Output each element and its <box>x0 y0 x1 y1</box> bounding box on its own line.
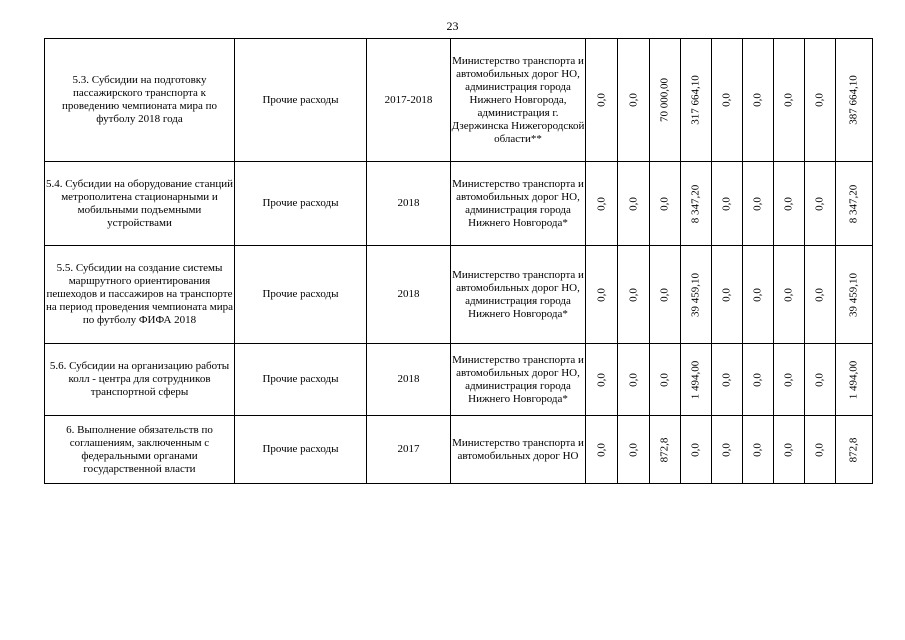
value-text: 0,0 <box>751 442 764 457</box>
value-text: 8 347,20 <box>847 184 860 223</box>
period-cell: 2018 <box>367 162 451 246</box>
value-text: 70 000,00 <box>658 78 671 122</box>
value-cell <box>774 344 805 416</box>
value-text: 0,0 <box>720 196 733 211</box>
value-cell <box>743 162 774 246</box>
page-number: 23 <box>446 19 459 33</box>
value-text: 0,0 <box>720 372 733 387</box>
period-cell: 2018 <box>367 344 451 416</box>
value-text: 0,0 <box>720 287 733 302</box>
executor-cell: Министерство транспорта и автомобильных дорог НО, администрация города Нижнего Новгорода* <box>451 246 586 344</box>
value-text: 0,0 <box>595 372 607 387</box>
value-text: 0,0 <box>813 372 826 387</box>
executor-cell: Министерство транспорта и автомобильных дорог НО, администрация города Нижнего Новгорода* <box>451 162 586 246</box>
table-row <box>45 162 873 246</box>
table-row <box>45 246 873 344</box>
value-text: 0,0 <box>751 93 764 107</box>
value-cell <box>743 39 774 162</box>
value-cell <box>712 416 743 484</box>
value-cell <box>618 246 650 344</box>
row-name-cell: 5.4. Субсидии на оборудование станций метрополитена стационарными и мобильными подъемными устройствами <box>45 162 235 246</box>
period-cell: 2018 <box>367 246 451 344</box>
expense-type-cell: Прочие расходы <box>235 416 367 484</box>
table-row <box>45 416 873 484</box>
value-cell <box>618 39 650 162</box>
value-cell <box>805 344 836 416</box>
value-text: 0,0 <box>658 372 671 387</box>
row-name-cell: 6. Выполнение обязательств по соглашениям, заключенным с федеральными органами государственной власти <box>45 416 235 484</box>
value-cell <box>586 39 618 162</box>
value-cell <box>586 162 618 246</box>
value-text: 0,0 <box>627 372 639 387</box>
value-cell <box>774 39 805 162</box>
value-cell <box>712 39 743 162</box>
expense-type-cell: Прочие расходы <box>235 246 367 344</box>
value-cell <box>774 416 805 484</box>
table-row <box>45 39 873 162</box>
value-cell <box>836 162 873 246</box>
value-cell <box>805 39 836 162</box>
value-text: 387 664,10 <box>847 75 860 125</box>
executor-cell: Министерство транспорта и автомобильных дорог НО, администрация города Нижнего Новгорода, администрация г. Дзержинска Нижегородской области** <box>451 39 586 162</box>
value-text: 0,0 <box>595 287 607 302</box>
value-cell <box>836 39 873 162</box>
value-text: 0,0 <box>720 442 733 457</box>
value-text: 0,0 <box>751 287 764 302</box>
value-text: 1 494,00 <box>689 360 702 399</box>
value-cell <box>712 162 743 246</box>
value-text: 0,0 <box>813 287 826 302</box>
value-text: 39 459,10 <box>689 272 702 317</box>
value-text: 0,0 <box>627 196 639 211</box>
table-row <box>45 344 873 416</box>
value-text: 1 494,00 <box>847 360 860 399</box>
value-cell <box>586 344 618 416</box>
value-text: 0,0 <box>595 196 607 211</box>
value-text: 0,0 <box>751 196 764 211</box>
row-name-cell: 5.5. Субсидии на создание системы маршрутного ориентирования пешеходов и пассажиров на транспорте на период проведения чемпионата мира по футболу ФИФА 2018 <box>45 246 235 344</box>
value-cell <box>836 246 873 344</box>
row-name-cell: 5.3. Субсидии на подготовку пассажирского транспорта к проведению чемпионата мира по футболу 2018 года <box>45 39 235 162</box>
budget-table <box>44 38 873 484</box>
value-cell <box>774 162 805 246</box>
value-text: 0,0 <box>751 372 764 387</box>
value-cell <box>618 162 650 246</box>
row-name-cell: 5.6. Субсидии на организацию работы колл - центра для сотрудников транспортной сферы <box>45 344 235 416</box>
expense-type-cell: Прочие расходы <box>235 162 367 246</box>
expense-type-cell: Прочие расходы <box>235 344 367 416</box>
value-cell <box>586 416 618 484</box>
value-text: 0,0 <box>658 287 671 302</box>
value-text: 0,0 <box>782 372 795 387</box>
value-cell <box>774 246 805 344</box>
value-text: 0,0 <box>813 442 826 457</box>
value-text: 0,0 <box>689 442 702 457</box>
value-cell <box>650 246 681 344</box>
value-cell <box>618 344 650 416</box>
value-cell <box>650 416 681 484</box>
value-text: 0,0 <box>658 196 671 211</box>
value-text: 39 459,10 <box>847 272 860 317</box>
value-text: 8 347,20 <box>689 184 702 223</box>
value-text: 0,0 <box>782 93 795 107</box>
value-text: 0,0 <box>782 196 795 211</box>
value-cell <box>712 246 743 344</box>
value-text: 0,0 <box>627 287 639 302</box>
executor-cell: Министерство транспорта и автомобильных дорог НО <box>451 416 586 484</box>
expense-type-cell: Прочие расходы <box>235 39 367 162</box>
value-cell <box>681 246 712 344</box>
value-text: 0,0 <box>627 93 639 107</box>
value-cell <box>650 39 681 162</box>
value-cell <box>836 344 873 416</box>
value-cell <box>805 162 836 246</box>
value-cell <box>743 416 774 484</box>
value-cell <box>743 246 774 344</box>
value-text: 872,8 <box>658 437 671 462</box>
value-cell <box>650 344 681 416</box>
value-text: 0,0 <box>813 196 826 211</box>
value-text: 872,8 <box>847 437 860 462</box>
value-cell <box>618 416 650 484</box>
value-text: 0,0 <box>720 93 733 107</box>
value-text: 0,0 <box>813 93 826 107</box>
value-cell <box>805 246 836 344</box>
value-text: 0,0 <box>782 442 795 457</box>
value-cell <box>681 39 712 162</box>
executor-cell: Министерство транспорта и автомобильных дорог НО, администрация города Нижнего Новгорода* <box>451 344 586 416</box>
value-text: 0,0 <box>782 287 795 302</box>
value-cell <box>836 416 873 484</box>
value-cell <box>805 416 836 484</box>
period-cell: 2017-2018 <box>367 39 451 162</box>
value-cell <box>681 344 712 416</box>
value-cell <box>586 246 618 344</box>
value-cell <box>743 344 774 416</box>
period-cell: 2017 <box>367 416 451 484</box>
value-text: 317 664,10 <box>689 75 702 125</box>
value-text: 0,0 <box>595 442 607 457</box>
value-text: 0,0 <box>627 442 639 457</box>
value-cell <box>650 162 681 246</box>
value-text: 0,0 <box>595 93 607 107</box>
value-cell <box>681 416 712 484</box>
value-cell <box>681 162 712 246</box>
value-cell <box>712 344 743 416</box>
